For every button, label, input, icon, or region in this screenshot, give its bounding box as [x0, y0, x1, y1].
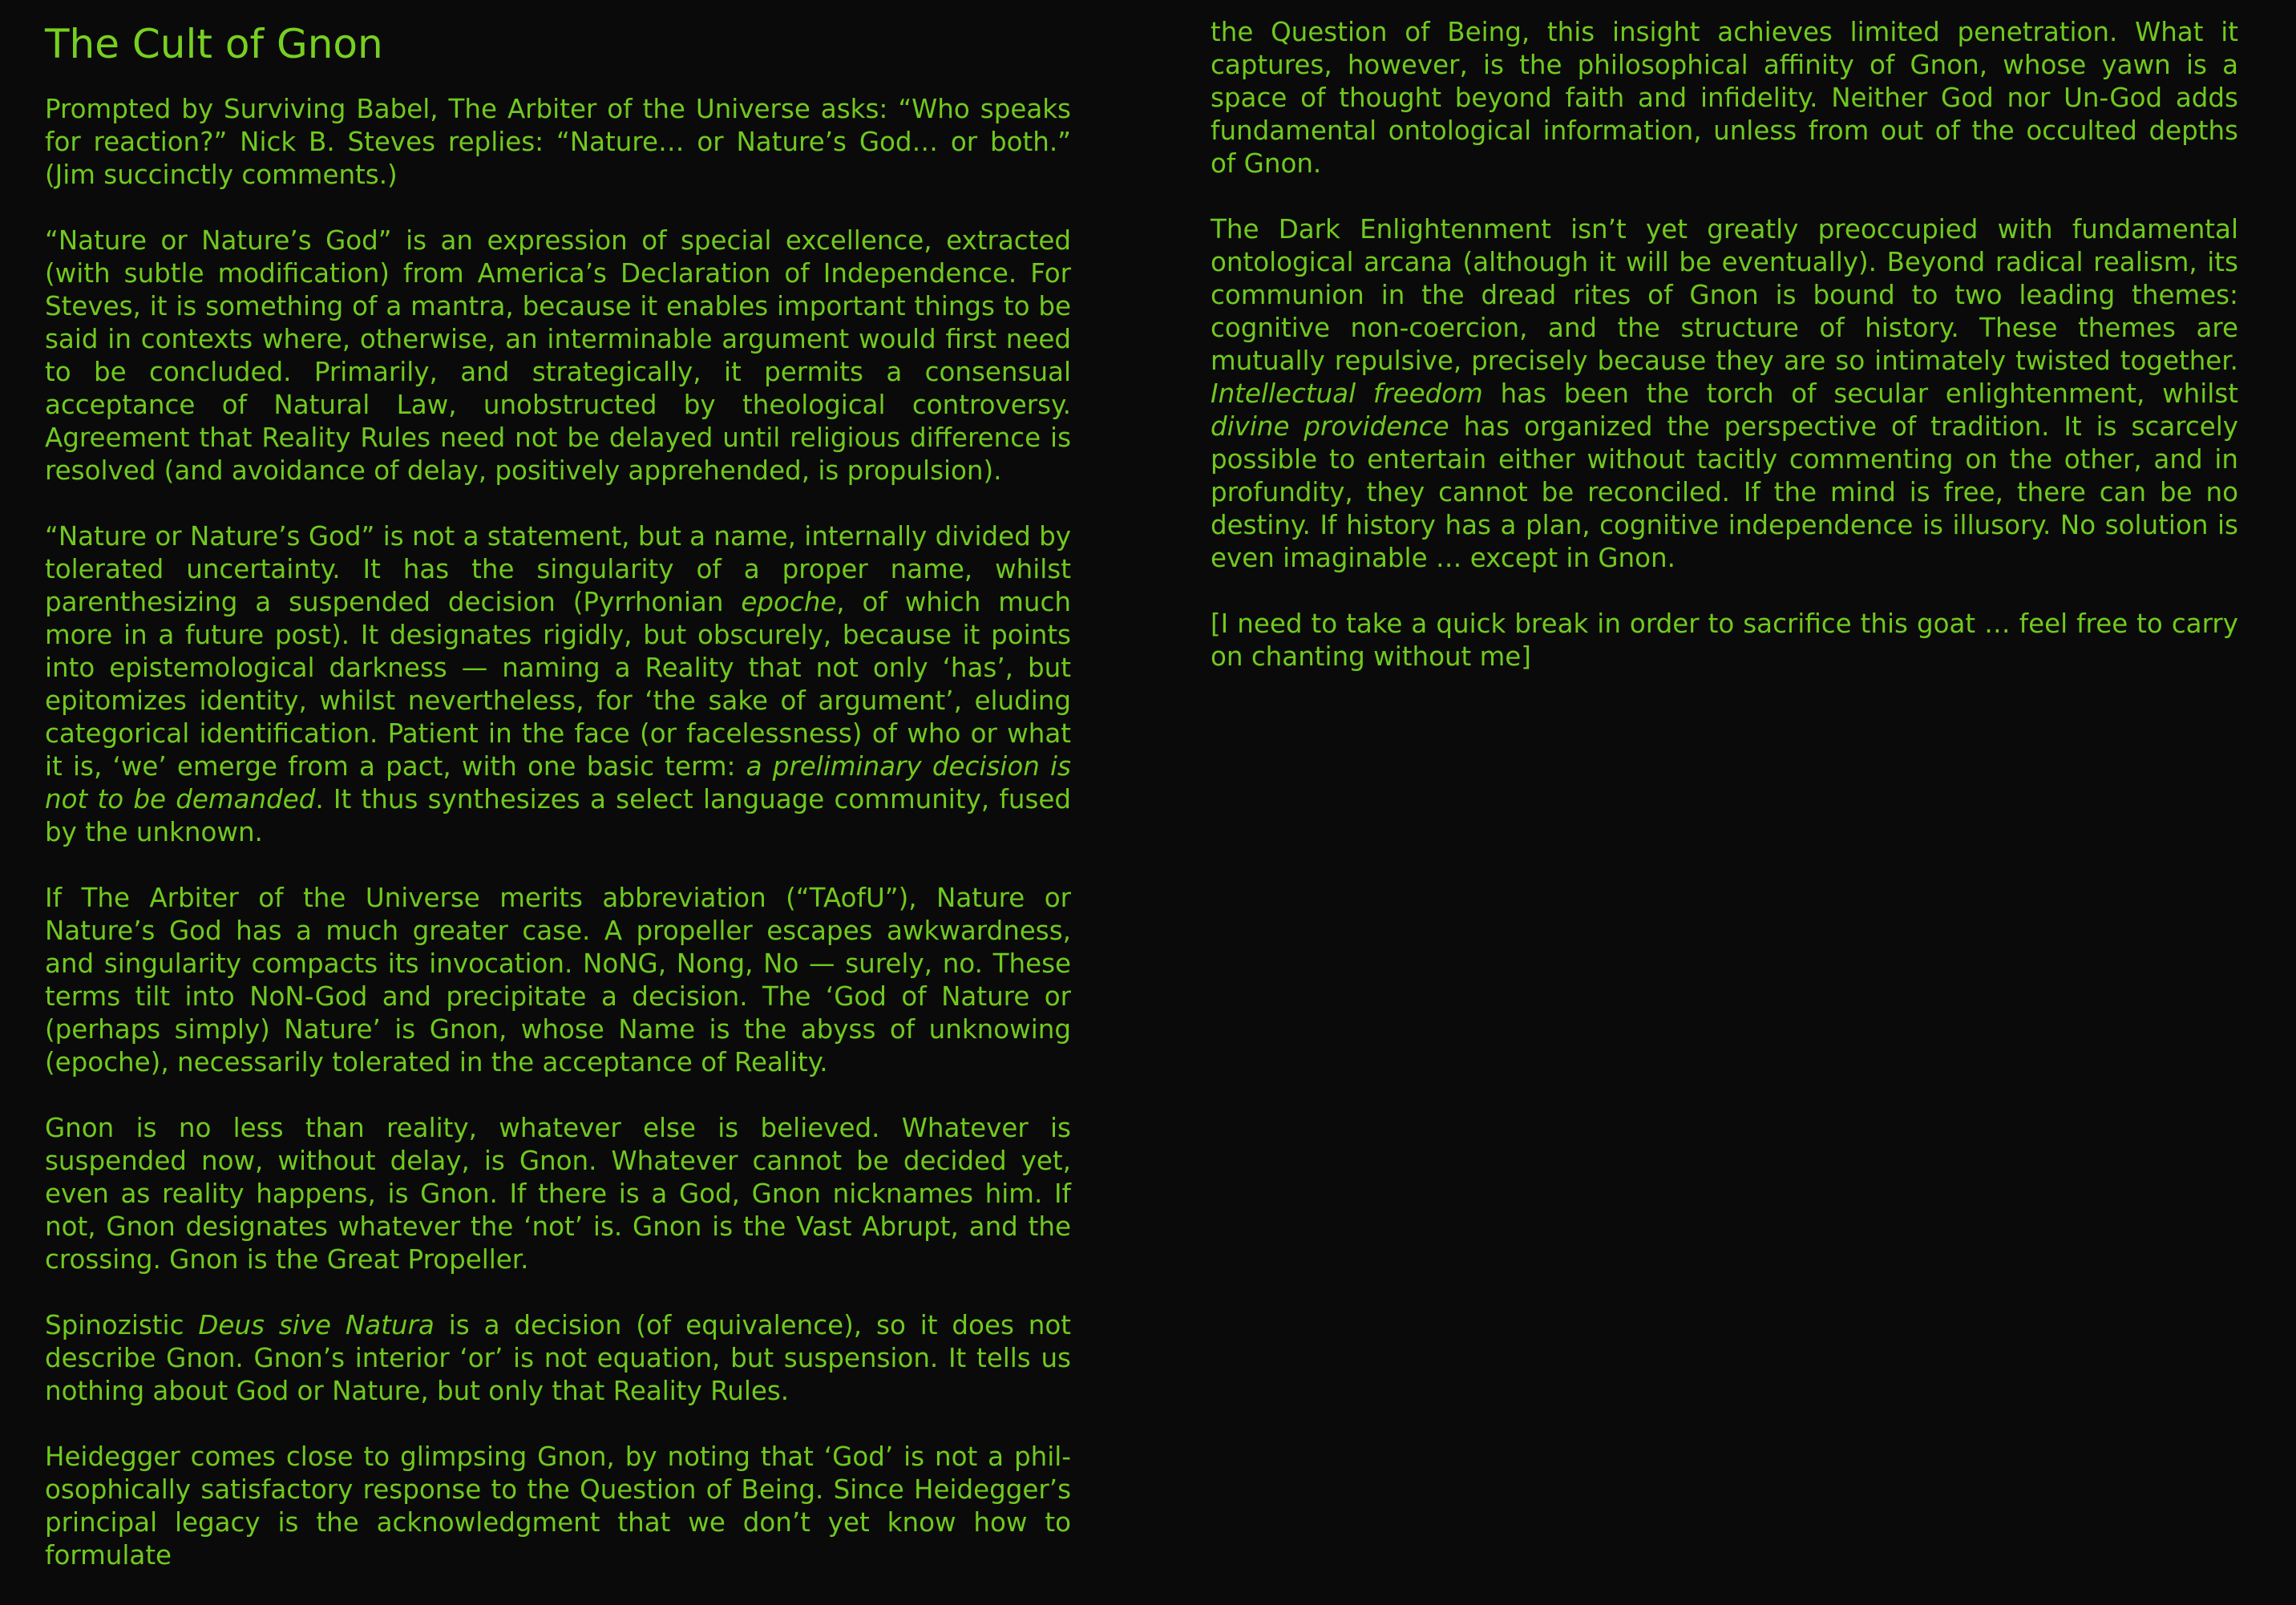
- paragraph-4: [45, 882, 1071, 1079]
- paragraph-3-emphasis-epoche: epoche: [741, 587, 837, 617]
- paragraph-3-text-b: , of which much more in a future post). It designates rigidly, but obscurely, because it points into epistemological darkness — naming a Reality that not only ‘has’, but epitomizes identity, whilst nevertheless, for ‘the sake of argument’, eluding categorical identification. Patient in the face (or facelessness) of who or what it is, ‘we’ emerge from a pact, with one basic term:: [45, 587, 1071, 782]
- paragraph-1: Prompted by Surviving Babel, The Arbiter of the Universe asks: “Who speaks for reaction?” Nick B. Steves replies: “Nature… or Nature’s God… or both.” (Jim succinctly comments.): [45, 94, 1071, 190]
- paragraph-4-text-a: If The Arbiter of the Universe merits abbreviation (“TAofU”), Nature or Nature’s God has a much greater case. A propeller escapes awkwardness, and singularity compacts its invocation. NoNG, Nong, No — surely, no. These terms tilt into NoN-God and precipitate a decision. The ‘God of Nature or (perhaps simply) Nature’ is: [45, 883, 1071, 1045]
- paragraph-2: “Nature or Nature’s God” is an expression of special excellence, extracted (with subtle modification) from America’s Declaration of Independence. For Steves, it is something of a mantra, because it enables important things to be said in contexts where, otherwise, an interminable argument would first need to be concluded. Primarily, and strategically, it permits a consensual acceptance of Natural Law, unobstructed by theological controversy. Agreement that Reality Rules need not be delayed until religious difference is resolved (and avoidance of delay, positively apprehended, is propulsion).: [45, 225, 1071, 486]
- paragraph-9: [I need to take a quick break in order to sacrifice this goat … feel free to carry on chanting without me]: [1211, 608, 2238, 672]
- paragraph-4-text-b: , whose Name is the abyss of unknowing (epoche), necessarily tolerated in the acceptance of Reality.: [45, 1014, 1071, 1077]
- page-title: The Cult of Gnon: [45, 21, 383, 67]
- paragraph-5: Gnon is no less than reality, whatever else is believed. Whatever is suspended now, without delay, is Gnon. Whatever cannot be decided yet, even as reality happens, is Gnon. If there is a God, Gnon nicknames him. If not, Gnon designates whatever the ‘not’ is. Gnon is the Vast Abrupt, and the crossing. Gnon is the Great Propeller.: [45, 1113, 1071, 1275]
- paragraph-7-continued: the Question of Being, this insight achieves limited penetration. What it captures, however, is the philosophical affinity of Gnon, whose yawn is a space of thought beyond faith and infidelity. Neither God nor Un-God adds fundamental ontological information, unless from out of the occulted depths of Gnon.: [1211, 17, 2238, 179]
- paragraph-6-text-a: Spinozistic: [45, 1310, 199, 1340]
- left-column: [45, 16, 1071, 1605]
- paragraph-8-text-c: has organized the perspective of tradition. It is scarcely possible to entertain either without tacitly commenting on the other, and in profundity, they cannot be reconciled. If the mind is free, there can be no destiny. If history has a plan, cognitive independence is illusory. No solution is even imaginable … except in Gnon.: [1211, 411, 2239, 573]
- paragraph-6: [45, 1309, 1071, 1408]
- paragraph-7: Heidegger comes close to glimpsing Gnon, by noting that ‘God’ is not a philosophically satisfactory response to the Question of Being. Since Heidegger’s principal legacy is the acknowledgment that we don’t yet know how to formulate: [45, 1441, 1071, 1571]
- paragraph-3-text-a: “Nature or Nature’s God” is not a statement, but a name, internally divided by tolerated uncertainty. It has the singularity of a proper name, whilst parenthesizing a suspended decision (Pyrrhonian: [45, 521, 1071, 617]
- paragraph-8-emphasis-freedom: Intellectual freedom: [1211, 378, 1483, 409]
- paragraph-3-emphasis-decision: a preliminary decision is not to be demanded: [45, 751, 1071, 815]
- paragraph-8-emphasis-providence: divine providence: [1211, 411, 1449, 442]
- paragraph-6-emphasis-deus: Deus sive Natura: [198, 1310, 435, 1340]
- paragraph-8-text-a: The Dark Enlightenment isn’t yet greatly preoccupied with fundamental ontological arcana (although it will be eventually). Beyond radical realism, its communion in the dread rites of Gnon is bound to two leading themes: cognitive non-coercion, and the structure of history. These themes are mutually repulsive, precisely because they are so intimately twisted together.: [1211, 214, 2238, 376]
- gnon-link[interactable]: Gnon: [429, 1014, 499, 1045]
- paragraph-3-text-c: . It thus synthesizes a select language community, fused by the unknown.: [45, 784, 1072, 847]
- paragraph-6-text-b: is a decision (of equivalence), so it does not describe Gnon. Gnon’s interior ‘or’ is not equation, but suspension. It tells us nothing about God or Nature, but only that Reality Rules.: [45, 1310, 1072, 1406]
- paragraph-8: [1211, 213, 2238, 575]
- right-column: [1211, 16, 2238, 706]
- paragraph-8-text-b: has been the torch of secular enlightenment, whilst: [1482, 378, 2238, 409]
- paragraph-3: [45, 520, 1071, 849]
